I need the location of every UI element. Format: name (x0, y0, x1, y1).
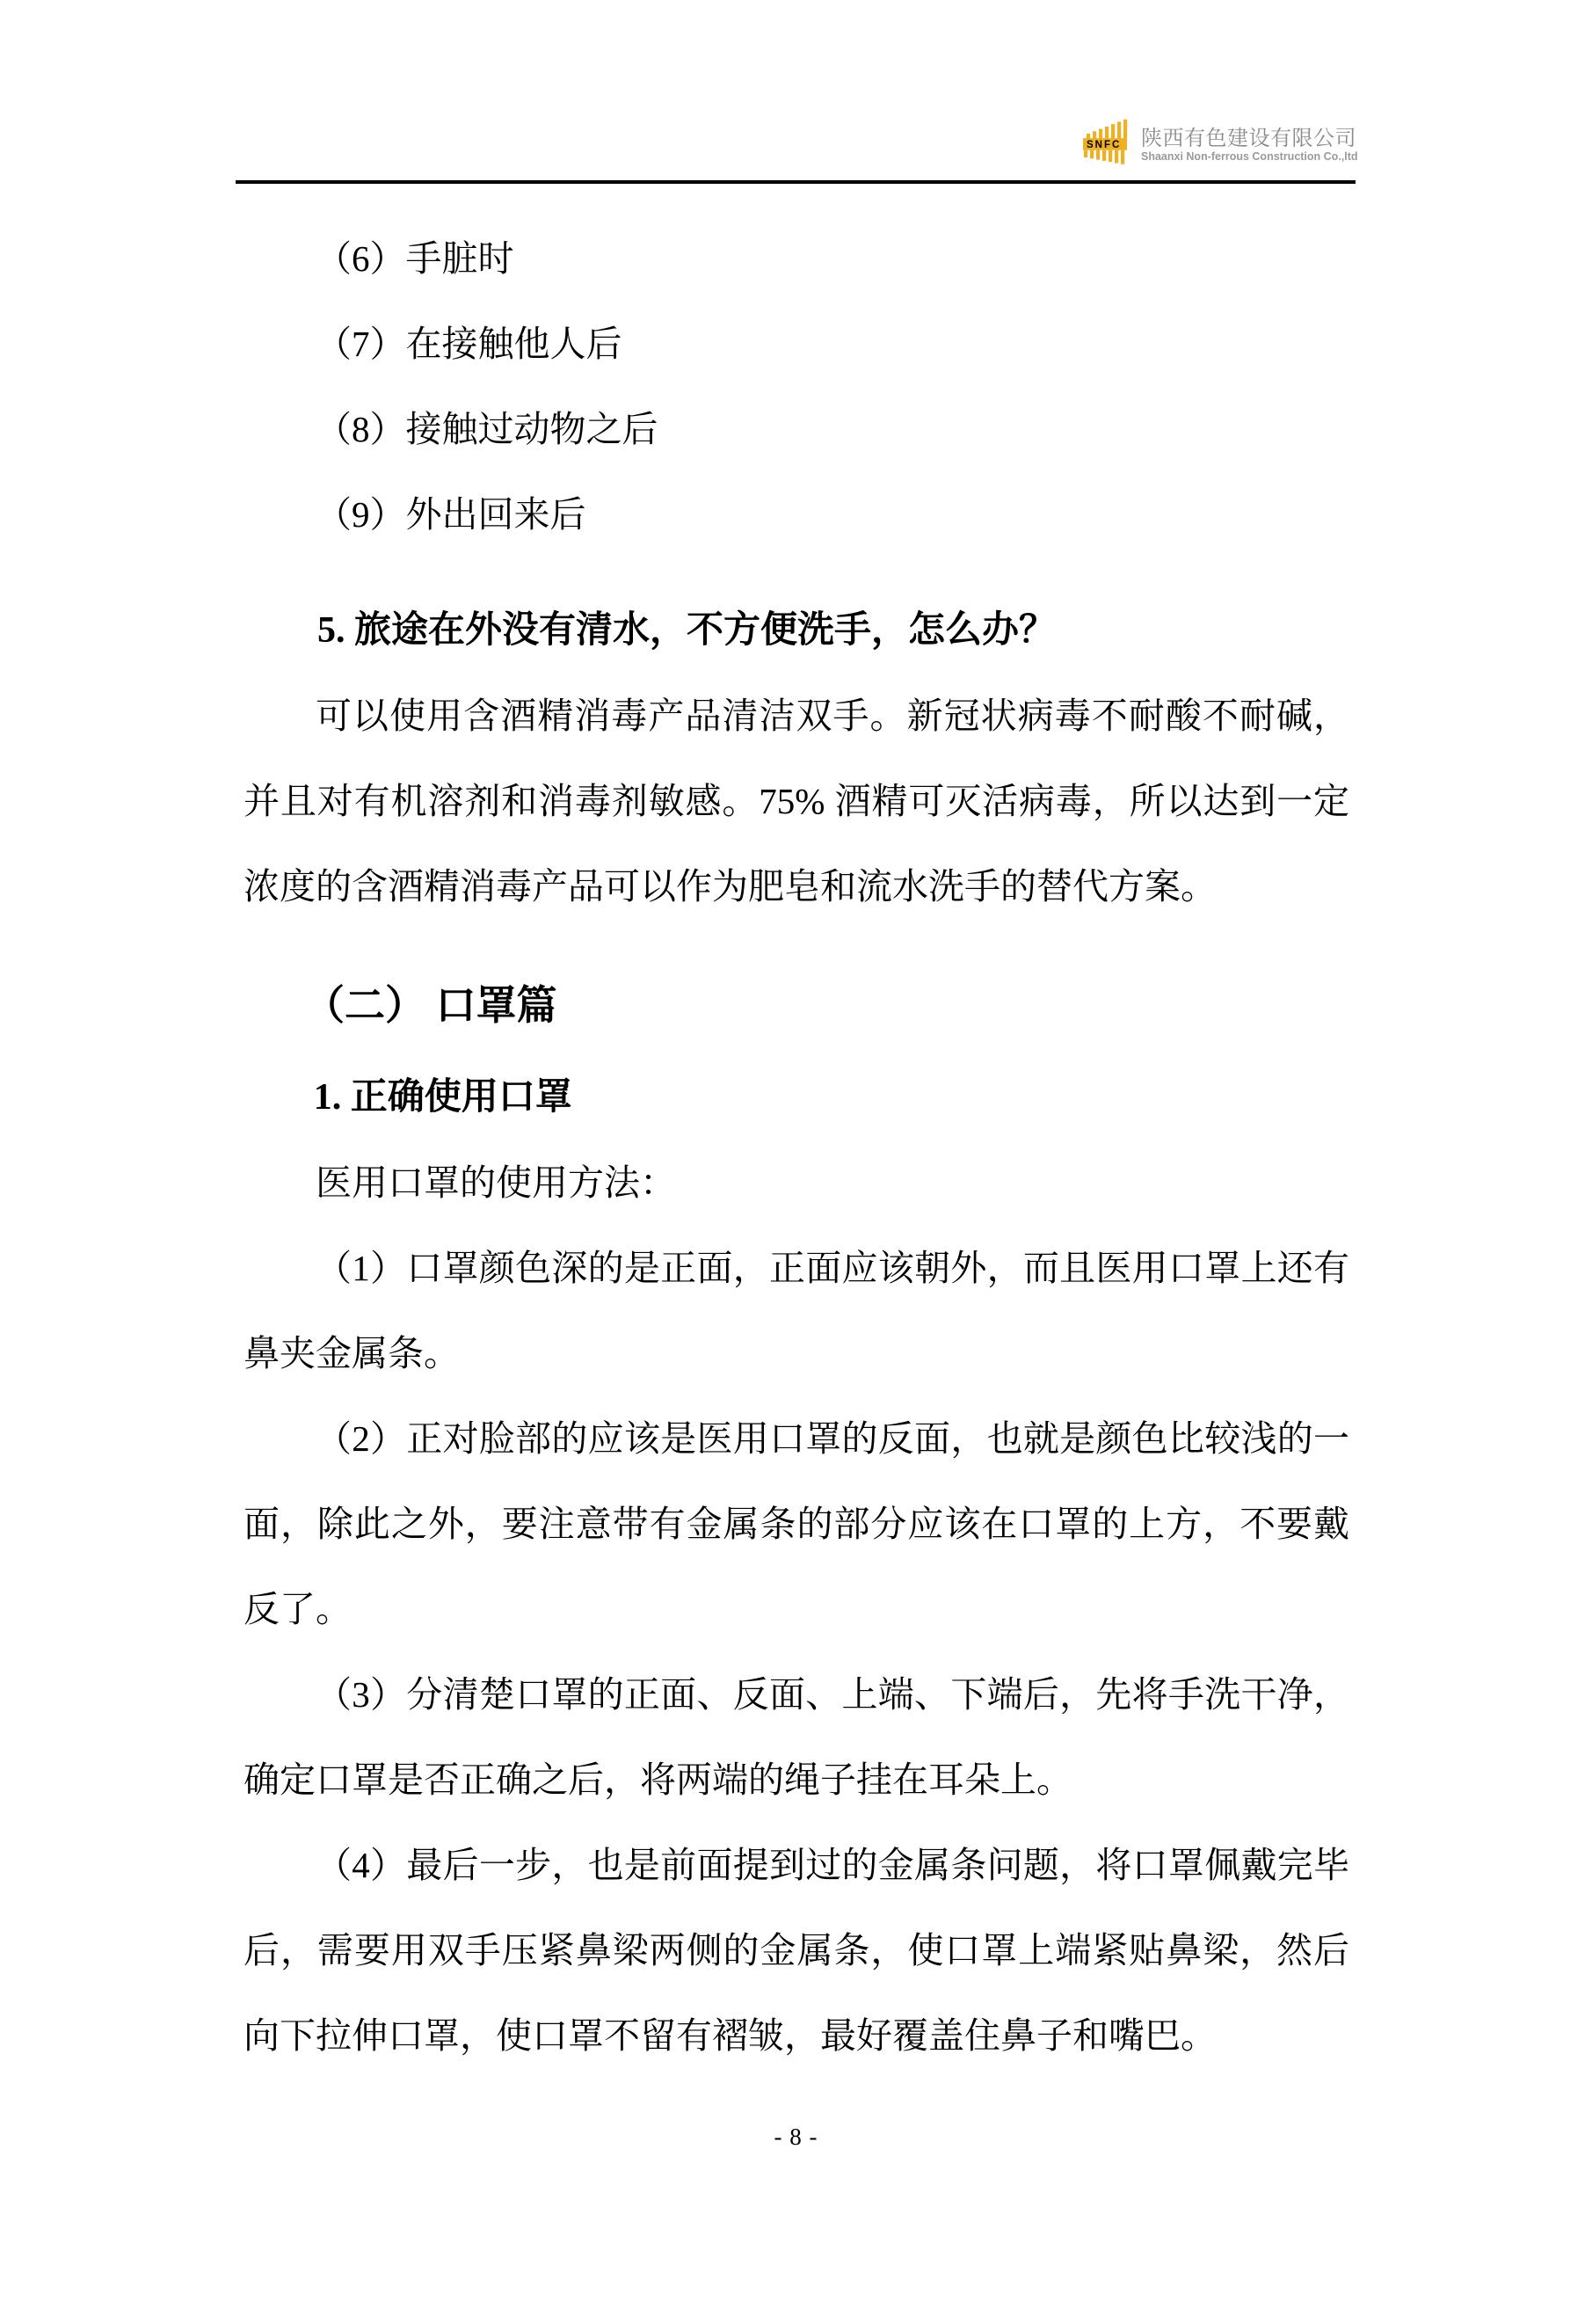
company-logo-icon (1083, 117, 1129, 168)
company-name-block (1141, 117, 1358, 164)
logo-acronym-text: SNFC (1087, 140, 1122, 150)
header-rule (236, 180, 1356, 184)
subsection-1-heading: 1. 正确使用口罩 (313, 1077, 572, 1118)
hand-wash-item-6: （6）手脏时 (316, 238, 514, 279)
mask-step-3: （3）分清楚口罩的正面、反面、上端、下端后，先将手洗干净，确定口罩是否正确之后，将两端的绳子挂在耳朵上。 (244, 1674, 1349, 1800)
hand-wash-item-9: （9）外出回来后 (316, 494, 586, 535)
hand-wash-item-8: （8）接触过动物之后 (316, 409, 658, 449)
mask-step-1: （1）口罩颜色深的是正面，正面应该朝外，而且医用口罩上还有鼻夹金属条。 (244, 1248, 1349, 1373)
mask-step-2: （2）正对脸部的应该是医用口罩的反面，也就是颜色比较浅的一面，除此之外，要注意带有金属条的部分应该在口罩的上方，不要戴反了。 (244, 1418, 1349, 1629)
page-number: - 8 - (774, 2124, 818, 2150)
section-2-heading: （二） 口罩篇 (304, 983, 557, 1028)
mask-step-4: （4）最后一步，也是前面提到过的金属条问题，将口罩佩戴完毕后，需要用双手压紧鼻梁两侧的金属条，使口罩上端紧贴鼻梁，然后向下拉伸口罩，使口罩不留有褶皱，最好覆盖住鼻子和嘴巴。 (244, 1845, 1349, 2056)
hand-wash-item-7: （7）在接触他人后 (316, 324, 622, 364)
document-body (244, 216, 1349, 2079)
company-logo (1083, 117, 1358, 168)
question-5-answer: 可以使用含酒精消毒产品清洁双手。新冠状病毒不耐酸不耐碱，并且对有机溶剂和消毒剂敏感。75% 酒精可灭活病毒，所以达到一定浓度的含酒精消毒产品可以作为肥皂和流水洗手的替代方案。 (244, 696, 1349, 907)
company-name-cn: 陕西有色建设有限公司 (1141, 127, 1356, 150)
company-name-en: Shaanxi Non-ferrous Construction Co.,ltd (1141, 150, 1358, 163)
question-5-heading: 5. 旅途在外没有清水，不方便洗手，怎么办？ (317, 610, 1057, 651)
mask-usage-intro: 医用口罩的使用方法： (316, 1162, 676, 1203)
